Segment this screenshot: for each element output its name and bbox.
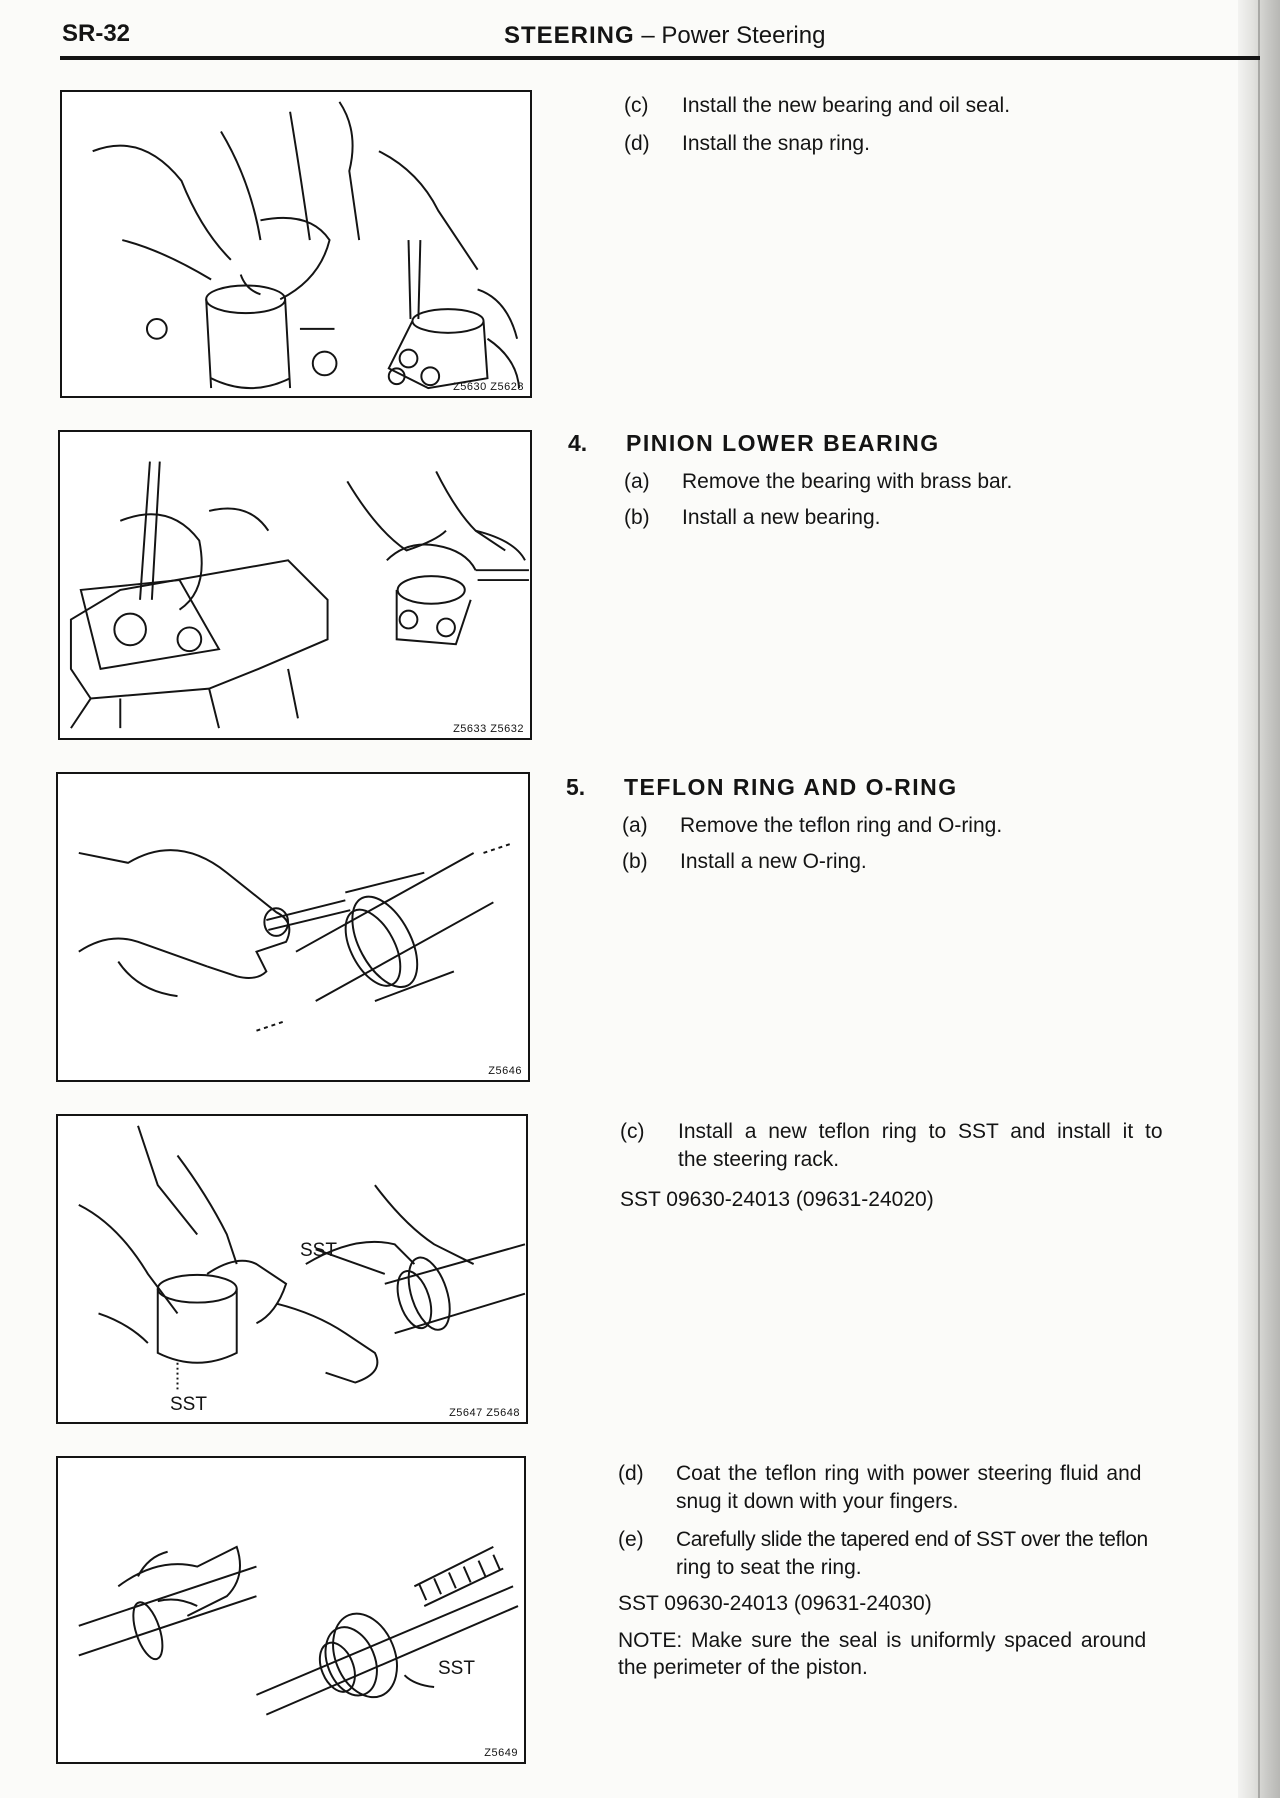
page-code: SR-32 bbox=[62, 20, 131, 47]
section-5-title: TEFLON RING AND O-RING bbox=[624, 774, 958, 800]
figure-caption: Z5633 Z5632 bbox=[453, 723, 524, 735]
step-3c bbox=[624, 92, 1224, 120]
sst-label: SST bbox=[438, 1658, 475, 1679]
step-5b bbox=[622, 848, 1222, 876]
figure-illustration bbox=[58, 1458, 524, 1762]
step-text-line-1: Carefully slide the tapered end of SST over the teflon bbox=[676, 1528, 1148, 1551]
step-text-line-1: Install a new teflon ring to SST and install it to bbox=[678, 1120, 1163, 1143]
step-text: Install a new bearing. bbox=[682, 506, 881, 529]
figure-caption: Z5647 Z5648 bbox=[449, 1407, 520, 1419]
step-marker: (b) bbox=[622, 850, 648, 873]
figure-teflon-ring-seat bbox=[56, 1456, 526, 1764]
step-3d bbox=[624, 130, 1224, 158]
figure-illustration bbox=[58, 774, 528, 1080]
step-4a bbox=[624, 468, 1224, 496]
figure-illustration bbox=[60, 432, 530, 738]
figure-bearing-seal-install bbox=[60, 90, 532, 398]
header-rule bbox=[60, 56, 1260, 60]
binding-edge bbox=[1258, 0, 1260, 1798]
step-text: Remove the bearing with brass bar. bbox=[682, 470, 1013, 493]
step-text-line-2: snug it down with your fingers. bbox=[676, 1490, 959, 1513]
section-4-title: PINION LOWER BEARING bbox=[626, 430, 940, 456]
step-marker: (a) bbox=[622, 814, 648, 837]
step-marker: (d) bbox=[618, 1462, 644, 1485]
figure-illustration bbox=[62, 92, 530, 396]
step-text: Install the new bearing and oil seal. bbox=[682, 94, 1011, 117]
step-5c bbox=[620, 1118, 1232, 1174]
figure-teflon-ring-removal bbox=[56, 772, 530, 1082]
title-main: STEERING bbox=[504, 22, 635, 49]
step-text-line-1: Coat the teflon ring with power steering fluid and bbox=[676, 1462, 1142, 1485]
figure-caption: Z5646 bbox=[488, 1065, 522, 1077]
sst-label: SST bbox=[300, 1240, 337, 1261]
step-marker: (d) bbox=[624, 132, 650, 155]
step-5d bbox=[618, 1460, 1232, 1516]
figure-caption: Z5649 bbox=[484, 1747, 518, 1759]
step-marker: (c) bbox=[620, 1120, 645, 1143]
step-5e bbox=[618, 1526, 1232, 1582]
step-marker: (e) bbox=[618, 1528, 644, 1551]
title-sub: Power Steering bbox=[661, 22, 826, 49]
step-marker: (b) bbox=[624, 506, 650, 529]
step-5a bbox=[622, 812, 1222, 840]
step-marker: (a) bbox=[624, 470, 650, 493]
step-text: Install a new O-ring. bbox=[680, 850, 867, 873]
figure-pinion-lower-bearing bbox=[58, 430, 532, 740]
step-4b bbox=[624, 504, 1224, 532]
note-line-1: NOTE: Make sure the seal is uniformly spaced around bbox=[618, 1629, 1147, 1652]
step-text: Install the snap ring. bbox=[682, 132, 870, 155]
step-marker: (c) bbox=[624, 94, 649, 117]
figure-teflon-ring-install-sst bbox=[56, 1114, 528, 1424]
step-text-line-2: the steering rack. bbox=[678, 1148, 840, 1171]
sst-number: SST 09630-24013 (09631-24030) bbox=[618, 1592, 932, 1615]
figure-illustration bbox=[58, 1116, 526, 1422]
figure-caption: Z5630 Z5628 bbox=[453, 381, 524, 393]
page-title bbox=[504, 22, 825, 50]
section-5-number: 5. bbox=[566, 774, 586, 800]
note-line-2: the perimeter of the piston. bbox=[618, 1656, 868, 1679]
step-text: Remove the teflon ring and O-ring. bbox=[680, 814, 1003, 837]
section-4-number: 4. bbox=[568, 430, 588, 456]
step-text-line-2: ring to seat the ring. bbox=[676, 1556, 862, 1579]
sst-number: SST 09630-24013 (09631-24020) bbox=[620, 1188, 934, 1211]
title-separator: – bbox=[634, 22, 662, 49]
sst-label: SST bbox=[170, 1394, 207, 1415]
